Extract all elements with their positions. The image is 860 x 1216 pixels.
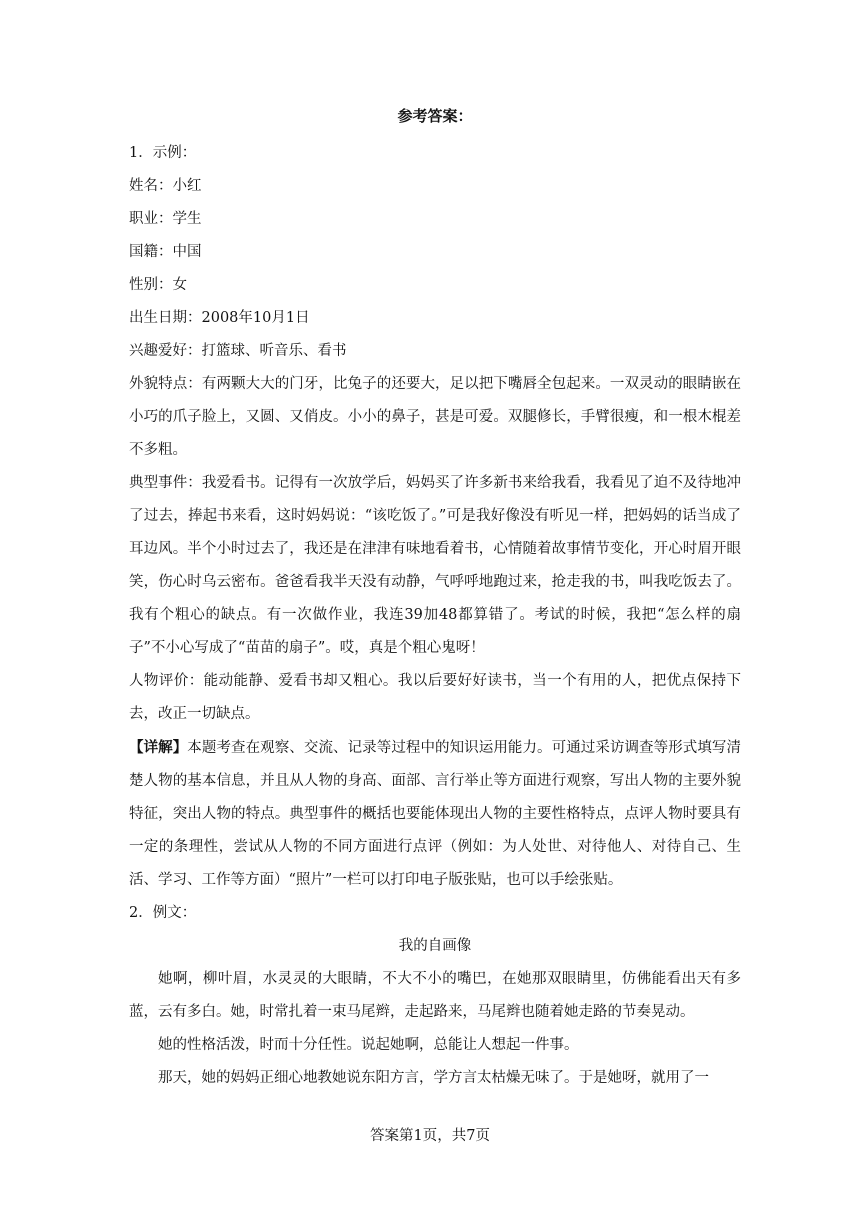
essay-title: 我的自画像 <box>398 938 472 954</box>
essay-paragraph-2: 她的性格活泼，时而十分任性。说起她啊，总能让人想起一件事。 <box>158 1037 579 1053</box>
essay-paragraph-3: 那天，她的妈妈正细心地教她说东阳方言，学方言太枯燥无味了。于是她呀，就用了一 <box>158 1070 709 1086</box>
detail-paragraph <box>129 731 741 897</box>
detail-label: 【详解】 <box>129 739 188 756</box>
answer-content <box>129 104 741 1095</box>
profile-birthdate: 出生日期：2008年10月1日 <box>129 310 310 326</box>
appearance-paragraph: 外貌特点：有两颗大大的门牙，比兔子的还要大，足以把下嘴唇全包起来。一双灵动的眼睛嵌在小巧的爪子脸上，又圆、又俏皮。小小的鼻子，甚是可爱。双腿修长，手臂很瘦，和一根木棍差不多粗。 <box>129 376 741 458</box>
question-2-heading: 2．例文： <box>129 905 197 921</box>
detail-text: 本题考查在观察、交流、记录等过程中的知识运用能力。可通过采访调查等形式填写清楚人物的基本信息，并且从人物的身高、面部、言行举止等方面进行观察，写出人物的主要外貌特征，突出人物的特点。典型事件的概括也要能体现出人物的主要性格特点，点评人物时要具有一定的条理性，尝试从人物的不同方面进行点评（例如：为人处世、对待他人、对待自己、生活、学习、工作等方面）“照片”一栏可以打印电子版张贴，也可以手绘张贴。 <box>129 740 742 888</box>
page-title: 参考答案： <box>397 107 473 125</box>
profile-gender: 性别：女 <box>129 277 187 293</box>
essay-paragraph-1: 她啊，柳叶眉，水灵灵的大眼睛，不大不小的嘴巴，在她那双眼睛里，仿佛能看出天有多蓝，云有多白。她，时常扎着一束马尾辫，走起路来，马尾辫也随着她走路的节奏晃动。 <box>129 971 741 1020</box>
page-footer: 答案第1页，共7页 <box>370 1128 490 1144</box>
evaluation-paragraph: 人物评价：能动能静、爱看书却又粗心。我以后要好好读书，当一个有用的人，把优点保持下去，改正一切缺点。 <box>129 673 741 722</box>
typical-event-paragraph: 典型事件：我爱看书。记得有一次放学后，妈妈买了许多新书来给我看，我看见了迫不及待地冲了过去，捧起书来看，这时妈妈说：“该吃饭了。”可是我好像没有听见一样，把妈妈的话当成了耳边风。半个小时过去了，我还是在津津有味地看着书，心情随着故事情节变化，开心时眉开眼笑，伤心时乌云密布。爸爸看我半天没有动静，气呼呼地跑过来，抢走我的书，叫我吃饭去了。我有个粗心的缺点。有一次做作业，我连39加48都算错了。考试的时候，我把“怎么样的扇子”不小心写成了“苗苗的扇子”。哎，真是个粗心鬼呀！ <box>129 475 741 656</box>
profile-nationality: 国籍：中国 <box>129 244 202 260</box>
profile-hobbies: 兴趣爱好：打篮球、听音乐、看书 <box>129 343 347 359</box>
profile-job: 职业：学生 <box>129 211 202 227</box>
question-1-heading: 1．示例： <box>129 145 197 161</box>
profile-name: 姓名：小红 <box>129 178 202 194</box>
